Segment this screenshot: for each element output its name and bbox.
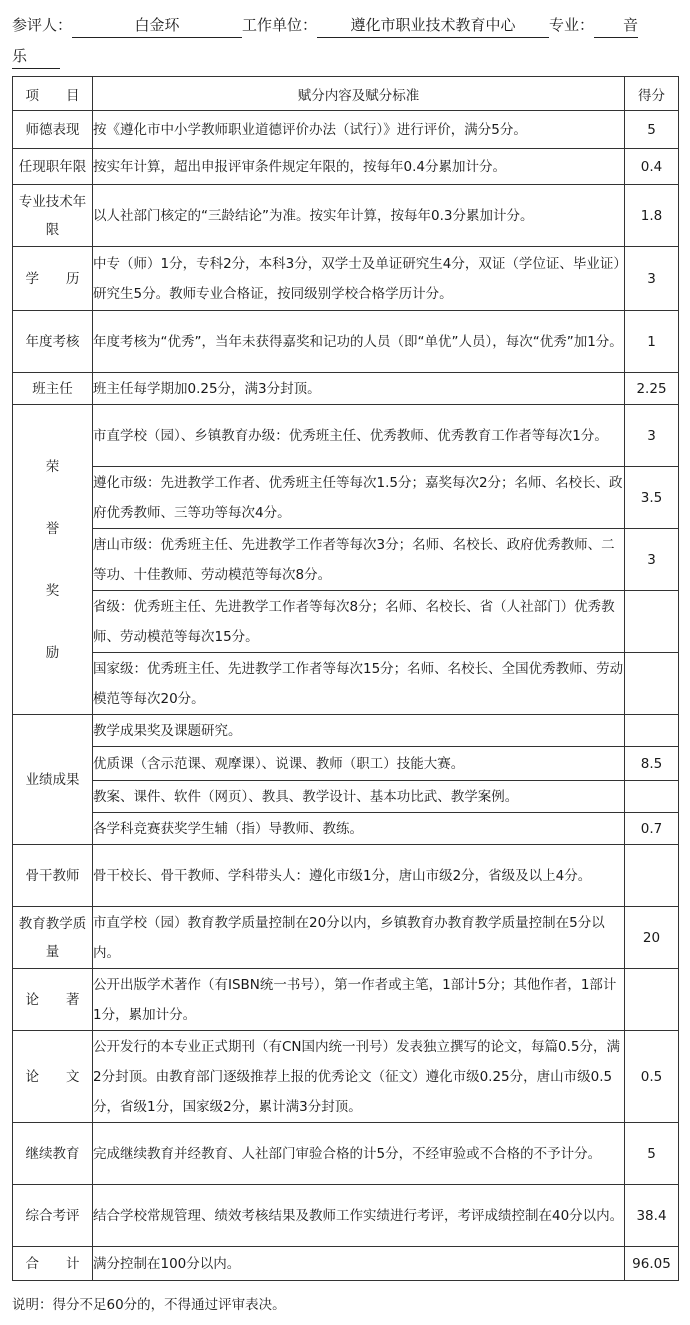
table-row [13,311,679,373]
row-criteria: 中专（师）1分，专科2分，本科3分，双学士及单证研究生4分，双证（学位证、毕业证）研究生5分。教师专业合格证，按同级别学校合格学历计分。 [93,247,625,311]
row-criteria: 以人社部门核定的“三龄结论”为准。按实年计算，按每年0.3分累加计分。 [93,185,625,247]
row-score: 3.5 [625,467,679,529]
honor-item [13,405,93,715]
table-row [13,907,679,969]
row-score: 3 [625,529,679,591]
footnote: 说明：得分不足60分的，不得通过评审表决。 [12,1297,286,1313]
row-item: 专业技术年限 [13,185,93,247]
row-item: 年度考核 [13,311,93,373]
row-score: 96.05 [625,1247,679,1281]
row-score [625,969,679,1031]
table-row [13,1185,679,1247]
row-score: 0.4 [625,149,679,185]
table-row [13,373,679,405]
row-criteria: 按《遵化市中小学教师职业道德评价办法（试行）》进行评价，满分5分。 [93,111,625,149]
row-score [625,591,679,653]
row-criteria: 教案、课件、软件（网页）、教具、教学设计、基本功比武、教学案例。 [93,781,625,813]
honor-char: 励 [45,644,60,661]
table-row [13,111,679,149]
achievement-item: 业绩成果 [13,715,93,845]
row-score: 1 [625,311,679,373]
form-header [12,10,680,72]
table-row [13,149,679,185]
row-criteria: 市直学校（园）教育教学质量控制在20分以内，乡镇教育办教育教学质量控制在5分以内。 [93,907,625,969]
row-item: 综合考评 [13,1185,93,1247]
row-criteria: 年度考核为“优秀”，当年未获得嘉奖和记功的人员（即“单优”人员），每次“优秀”加1分。 [93,311,625,373]
table-row [13,247,679,311]
row-score [625,715,679,747]
row-item: 论 文 [13,1031,93,1123]
row-criteria: 省级：优秀班主任、先进教学工作者等每次8分；名师、名校长、省（人社部门）优秀教师、劳动模范等每次15分。 [93,591,625,653]
row-score: 20 [625,907,679,969]
major-name-part2: 乐 [12,44,60,69]
row-item: 论 著 [13,969,93,1031]
table-row [13,747,679,781]
row-score: 0.5 [625,1031,679,1123]
row-item: 合 计 [13,1247,93,1281]
row-score [625,653,679,715]
col-item-header: 项 目 [13,77,93,111]
row-score: 5 [625,1123,679,1185]
col-criteria-header: 赋分内容及赋分标准 [93,77,625,111]
participant-label: 参评人： [12,16,73,34]
row-item: 师德表现 [13,111,93,149]
row-criteria: 结合学校常规管理、绩效考核结果及教师工作实绩进行考评，考评成绩控制在40分以内。 [93,1185,625,1247]
row-criteria: 优质课（含示范课、观摩课）、说课、教师（职工）技能大赛。 [93,747,625,781]
honor-char: 奖 [45,582,60,599]
row-criteria: 班主任每学期加0.25分，满3分封顶。 [93,373,625,405]
row-score: 38.4 [625,1185,679,1247]
row-score: 0.7 [625,813,679,845]
row-criteria: 按实年计算，超出申报评审条件规定年限的，按每年0.4分累加计分。 [93,149,625,185]
row-criteria: 唐山市级：优秀班主任、先进教学工作者等每次3分；名师、名校长、政府优秀教师、二等功、十佳教师、劳动模范等每次8分。 [93,529,625,591]
row-score [625,845,679,907]
table-row [13,653,679,715]
honor-char: 荣 [45,458,60,475]
major-name-part1: 音 [594,13,638,38]
row-score: 8.5 [625,747,679,781]
row-criteria: 骨干校长、骨干教师、学科带头人：遵化市级1分，唐山市级2分，省级及以上4分。 [93,845,625,907]
row-criteria: 国家级：优秀班主任、先进教学工作者等每次15分；名师、名校长、全国优秀教师、劳动模范等每次20分。 [93,653,625,715]
row-item: 教育教学质量 [13,907,93,969]
row-score: 3 [625,405,679,467]
table-row [13,529,679,591]
table-row [13,467,679,529]
unit-name: 遵化市职业技术教育中心 [317,13,549,38]
row-item: 学 历 [13,247,93,311]
col-score-header: 得分 [625,77,679,111]
score-table [12,76,679,1281]
row-criteria: 完成继续教育并经教育、人社部门审验合格的计5分，不经审验或不合格的不予计分。 [93,1123,625,1185]
row-score: 3 [625,247,679,311]
row-item: 骨干教师 [13,845,93,907]
row-criteria: 公开发行的本专业正式期刊（有CN国内统一刊号）发表独立撰写的论文，每篇0.5分，满2分封顶。由教育部门逐级推荐上报的优秀论文（征文）遵化市级0.25分，唐山市级0.5分，省级1分，国家级2分，累计满3分封顶。 [93,1031,625,1123]
table-row [13,1123,679,1185]
table-row [13,591,679,653]
table-row [13,845,679,907]
row-criteria: 遵化市级：先进教学工作者、优秀班主任等每次1.5分；嘉奖每次2分；名师、名校长、政府优秀教师、三等功等每次4分。 [93,467,625,529]
table-row [13,185,679,247]
row-item: 班主任 [13,373,93,405]
table-header-row [13,77,679,111]
honor-char: 誉 [45,520,60,537]
unit-label: 工作单位： [242,16,318,34]
row-score: 2.25 [625,373,679,405]
table-row [13,1031,679,1123]
row-item: 任现职年限 [13,149,93,185]
table-row [13,813,679,845]
table-row [13,1247,679,1281]
major-label: 专业： [549,16,595,34]
row-item: 继续教育 [13,1123,93,1185]
row-criteria: 满分控制在100分以内。 [93,1247,625,1281]
row-criteria: 教学成果奖及课题研究。 [93,715,625,747]
table-row [13,969,679,1031]
row-score [625,781,679,813]
row-score: 1.8 [625,185,679,247]
row-criteria: 公开出版学术著作（有ISBN统一书号），第一作者或主笔，1部计5分；其他作者，1部计1分，累加计分。 [93,969,625,1031]
row-criteria: 市直学校（园）、乡镇教育办级：优秀班主任、优秀教师、优秀教育工作者等每次1分。 [93,405,625,467]
row-score: 5 [625,111,679,149]
table-row [13,405,679,467]
table-row [13,715,679,747]
row-criteria: 各学科竞赛获奖学生辅（指）导教师、教练。 [93,813,625,845]
participant-name: 白金环 [72,13,242,38]
table-row [13,781,679,813]
